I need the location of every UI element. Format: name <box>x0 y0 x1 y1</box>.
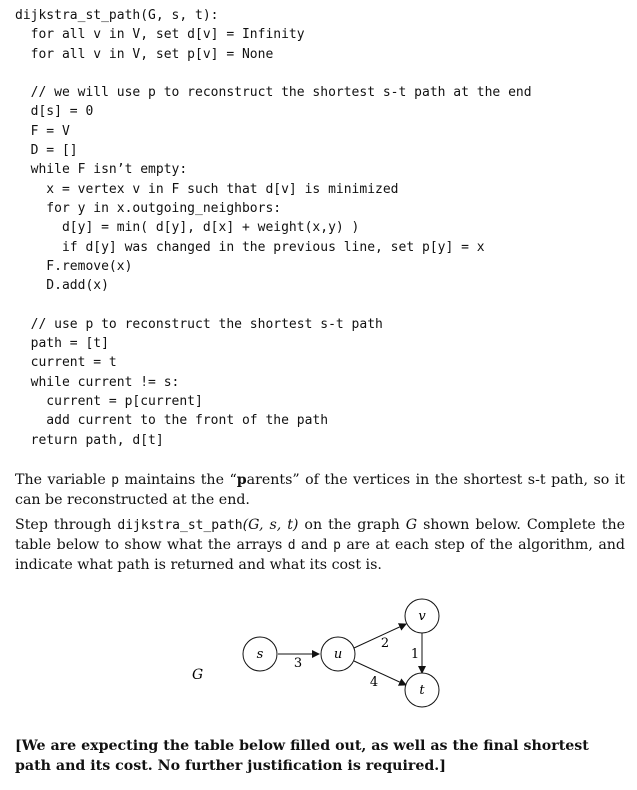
code-line: for y in x.outgoing_neighbors: <box>15 200 282 216</box>
edge-weight-u-t: 4 <box>369 675 379 690</box>
text-span: The variable <box>15 472 112 488</box>
graph-svg <box>180 594 460 724</box>
code-line: D = [] <box>15 143 78 159</box>
code-line: for all v in V, set p[v] = None <box>15 46 274 62</box>
text-span: are at each step of the algorithm, and indicate what path is returned and what its cost is. <box>15 536 625 573</box>
function-args: (G, s, t) <box>242 517 299 533</box>
text-span: and <box>295 536 334 553</box>
code-blank-line <box>15 295 532 314</box>
explanation-paragraph <box>15 471 625 511</box>
code-line: current = p[current] <box>15 393 203 409</box>
code-line: // use p to reconstruct the shortest s-t path <box>15 316 383 332</box>
node-label-s: s <box>256 647 264 662</box>
code-line: add current to the front of the path <box>15 413 329 429</box>
inline-code-function: dijkstra_st_path <box>117 518 243 533</box>
graph-symbol: G <box>405 517 418 533</box>
text-span: shown below. Complete the table below to show what the arrays <box>15 517 625 553</box>
code-line: if d[y] was changed in the previous line, set p[y] = x <box>15 239 485 255</box>
inline-code-d: d <box>287 537 296 553</box>
code-line: x = vertex v in F such that d[v] is minimized <box>15 181 399 197</box>
code-line: D.add(x) <box>15 278 109 294</box>
code-blank-line <box>15 64 532 83</box>
graph-name-label: G <box>192 667 204 683</box>
code-line: d[s] = 0 <box>15 104 94 120</box>
node-label-v: v <box>418 609 426 624</box>
node-label-t: t <box>419 683 425 698</box>
code-line: while F isn’t empty: <box>15 162 188 178</box>
edge-u-t <box>354 661 406 685</box>
code-line: d[y] = min( d[y], d[x] + weight(x,y) ) <box>15 220 360 236</box>
node-label-u: u <box>333 647 343 662</box>
code-line: F.remove(x) <box>15 258 133 274</box>
text-span: maintains the “ <box>119 472 237 488</box>
code-line: // we will use p to reconstruct the shortest s-t path at the end <box>15 85 532 101</box>
edge-weight-v-t: 1 <box>410 647 420 662</box>
graph-figure <box>180 594 460 729</box>
code-line: path = [t] <box>15 336 109 352</box>
pseudocode-block <box>15 6 532 450</box>
code-line: for all v in V, set d[v] = Infinity <box>15 27 305 43</box>
edge-weight-u-v: 2 <box>380 636 390 651</box>
instruction-paragraph <box>15 516 625 575</box>
code-line: while current != s: <box>15 374 180 390</box>
text-span: arents” of the vertices in the shortest s-t path, so it can be reconstructed at the end. <box>15 472 625 508</box>
code-line: return path, d[t] <box>15 432 164 448</box>
code-line: F = V <box>15 123 70 139</box>
code-line: current = t <box>15 355 117 371</box>
expectation-note: [We are expecting the table below filled out, as well as the final shortest path and its cost. No further justification is required.] <box>15 738 589 774</box>
inline-code-p: p <box>111 473 120 488</box>
edge-weight-s-u: 3 <box>293 656 303 671</box>
text-span: on the graph <box>298 517 406 533</box>
bold-p: p <box>236 472 247 488</box>
code-line: dijkstra_st_path(G, s, t): <box>15 8 219 23</box>
text-span: Step through <box>15 517 118 533</box>
inline-code-p: p <box>333 537 341 553</box>
